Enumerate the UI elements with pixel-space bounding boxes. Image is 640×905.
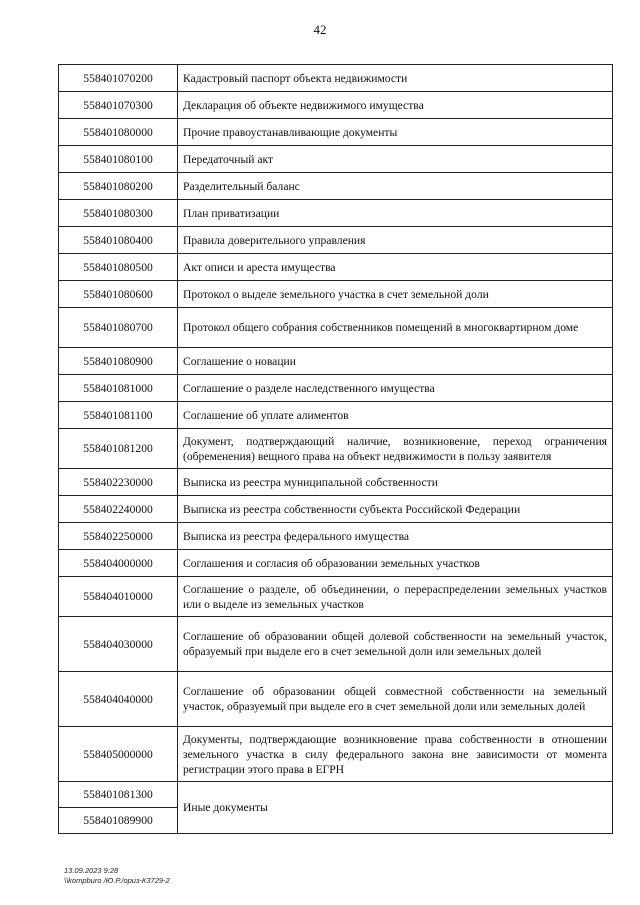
- table-row: [59, 672, 613, 727]
- table-row: [59, 550, 613, 577]
- row-description: Разделительный баланс: [178, 173, 613, 200]
- table-row: [59, 348, 613, 375]
- row-code: 558401081000: [59, 375, 178, 402]
- row-code: 558401070200: [59, 65, 178, 92]
- row-description: Соглашение об образовании общей долевой собственности на земельный участок, образуемый при выделе его в счет земельной доли или земельных долей: [178, 617, 613, 672]
- row-description: Соглашение об уплате алиментов: [178, 402, 613, 429]
- table-row: [59, 577, 613, 617]
- row-description: Иные документы: [178, 782, 613, 834]
- table-row: [59, 227, 613, 254]
- row-code: 558401080300: [59, 200, 178, 227]
- table-row: [59, 119, 613, 146]
- row-code: 558401081300: [59, 782, 178, 808]
- row-description: Соглашение о разделе, об объединении, о перераспределении земельных участков или о выделе из земельных участков: [178, 577, 613, 617]
- row-description: Соглашение о новации: [178, 348, 613, 375]
- table-row: [59, 496, 613, 523]
- page-number: 42: [313, 22, 327, 37]
- table-row: [59, 308, 613, 348]
- row-code: 558401081100: [59, 402, 178, 429]
- table-row: [59, 146, 613, 173]
- row-code: 558401081200: [59, 429, 178, 469]
- table-body: [59, 65, 613, 834]
- table-row: [59, 281, 613, 308]
- row-code: 558401080600: [59, 281, 178, 308]
- row-description: План приватизации: [178, 200, 613, 227]
- table-row: [59, 469, 613, 496]
- table-row: [59, 173, 613, 200]
- row-code: 558405000000: [59, 727, 178, 782]
- row-code: 558401080500: [59, 254, 178, 281]
- row-code: 558401080400: [59, 227, 178, 254]
- print-reference: \\kompburo /Ю.Р./ориз-К3729-2: [64, 876, 170, 885]
- row-code: 558402240000: [59, 496, 178, 523]
- row-description: Передаточный акт: [178, 146, 613, 173]
- row-description: Протокол общего собрания собственников помещений в многоквартирном доме: [178, 308, 613, 348]
- row-code: 558404040000: [59, 672, 178, 727]
- row-code: 558404030000: [59, 617, 178, 672]
- row-code: 558401080000: [59, 119, 178, 146]
- row-code: 558401070300: [59, 92, 178, 119]
- table-row: [59, 429, 613, 469]
- document-codes-table: [58, 64, 613, 834]
- row-code: 558404000000: [59, 550, 178, 577]
- print-timestamp: 13.09.2023 9:28: [64, 866, 119, 875]
- row-code: 558401080900: [59, 348, 178, 375]
- table-row: [59, 200, 613, 227]
- row-description: Декларация об объекте недвижимого имущества: [178, 92, 613, 119]
- table-row: [59, 523, 613, 550]
- print-footer: [64, 866, 170, 886]
- row-description: Документы, подтверждающие возникновение права собственности в отношении земельного участка в силу федерального закона вне зависимости от момента регистрации этого права в ЕГРН: [178, 727, 613, 782]
- row-code: 558401089900: [59, 808, 178, 834]
- table-row: [59, 92, 613, 119]
- row-code: 558401080100: [59, 146, 178, 173]
- row-description: Соглашение об образовании общей совместной собственности на земельный участок, образуемый при выделе его в счет земельной доли или земельных долей: [178, 672, 613, 727]
- table-row: [59, 402, 613, 429]
- row-code: 558404010000: [59, 577, 178, 617]
- row-description: Протокол о выделе земельного участка в счет земельной доли: [178, 281, 613, 308]
- row-description: Соглашения и согласия об образовании земельных участков: [178, 550, 613, 577]
- row-code: 558401080700: [59, 308, 178, 348]
- row-description: Правила доверительного управления: [178, 227, 613, 254]
- table-row: [59, 254, 613, 281]
- row-description: Прочие правоустанавливающие документы: [178, 119, 613, 146]
- row-code: 558402230000: [59, 469, 178, 496]
- row-description: Выписка из реестра собственности субъекта Российской Федерации: [178, 496, 613, 523]
- table-row: [59, 65, 613, 92]
- row-description: Выписка из реестра федерального имущества: [178, 523, 613, 550]
- table-row: [59, 727, 613, 782]
- row-code: 558401080200: [59, 173, 178, 200]
- table-row: [59, 375, 613, 402]
- row-description: Акт описи и ареста имущества: [178, 254, 613, 281]
- row-description: Кадастровый паспорт объекта недвижимости: [178, 65, 613, 92]
- row-description: Выписка из реестра муниципальной собственности: [178, 469, 613, 496]
- table-row: [59, 782, 613, 808]
- row-description: Документ, подтверждающий наличие, возникновение, переход ограничения (обременения) вещного права на объект недвижимости в пользу заявителя: [178, 429, 613, 469]
- row-code: 558402250000: [59, 523, 178, 550]
- row-description: Соглашение о разделе наследственного имущества: [178, 375, 613, 402]
- table-row: [59, 617, 613, 672]
